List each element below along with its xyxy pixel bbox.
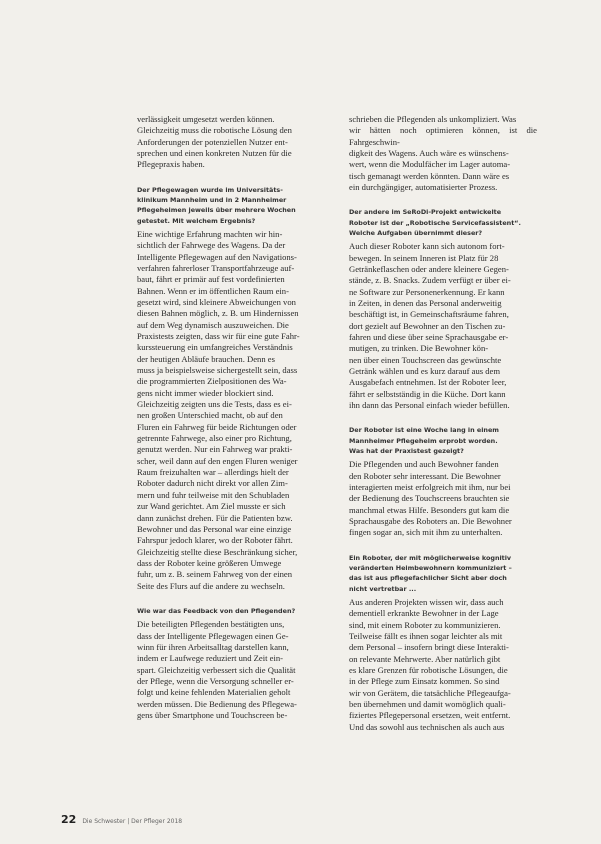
right-intro-paragraph: schrieben die Pflegenden als unkompliziert. Was wir hätten noch optimieren können, ist die Fahrgeschwin- digkeit des Wagens. Auch wäre es wünschens- wert, wenn die Modulfächer im Lager automa- tisch gemanagt werden könnten. Dann wäre es ein durchgängiger, automatisierter Prozess. <box>349 114 537 193</box>
interview-question-4: Der Roboter ist eine Woche lang in einem Mannheimer Pflegeheim erprobt worden. Was hat der Praxistest gezeigt? <box>349 426 499 456</box>
page-number: 22 <box>61 813 77 826</box>
interview-answer-1: Eine wichtige Erfahrung machten wir hin- sichtlich der Fahrwege des Wagens. Da der Intelligente Pflegewagen auf den Navigations- verfahren fahrerloser Transportfahrzeuge auf- baut, fährt er primär auf fest vordefinierten Bahnen. Wenn er im öffentlichen Raum ein- gesetzt wird, sind kleinere Abweichungen von diesen Bahnen möglich, z. B. um Hindernissen auf dem Weg dynamisch auszuweichen. Die Praxistests zeigten, dass wir für eine gute Fahr- kurssteuerung ein umfangreiches Verständnis der heutigen Abläufe brauchen. Denn es muss ja beispielsweise sichergestellt sein, dass die programmierten Zielpositionen des Wa- gens nicht immer wieder blockiert sind. Gleichzeitig zeigten uns die Tests, dass es ei- nen großen Unterschied macht, ob auf den Fluren ein Fahrweg für beide Richtungen oder getrennte Fahrwege, also einer pro Richtung, genutzt werden. Nur ein Fahrweg war prakti- scher, weil dann auf den engen Fluren weniger Raum freizuhalten war – allerdings hielt der Roboter dadurch nicht direkt vor allen Zim- mern und fuhr teilweise mit den Schubladen zur Wand gerichtet. Am Ziel musste er sich dann zunächst drehen. Für die Patienten bzw. Bewohner und das Personal war eine einzige Fahrspur jedoch klarer, wo der Roboter fährt. Gleichzeitig stellte diese Beschränkung sicher, dass der Roboter keine größeren Umwege fuhr, um z. B. seinem Fahrweg von der einen Seite des Flurs auf die andere zu wechseln. <box>137 228 300 591</box>
interview-answer-2: Die beteiligten Pflegenden bestätigten uns, dass der Intelligente Pflegewagen einen Ge- winn für ihren Arbeitsalltag darstellen kann, indem er Laufwege reduziert und Zeit ein- spart. Gleichzeitig verbessert sich die Qualität der Pflege, wenn die Versorgung schneller er- folgt und keine fehlenden Materialien geholt werden müssen. Die Bedienung des Pflegewa- gens über Smartphone und Touchscreen be- <box>137 619 297 720</box>
publication-name: Die Schwester | Der Pfleger 2018 <box>82 818 183 825</box>
interview-answer-5: Aus anderen Projekten wissen wir, dass auch dementiell erkrankte Bewohner in der Lage sind, mit einem Roboter zu kommunizieren. Teilweise fällt es ihnen sogar leichter als mit dem Personal – insofern bringt diese Interakti- on relevante Mehrwerte. Aber natürlich gibt es klare Grenzen für robotische Lösungen, die in der Pflege zum Einsatz kommen. So sind wir von Gerätem, die tatsächliche Pflegeaufga- ben übernehmen und damit womöglich quali- fiziertes Pflegepersonal ersetzen, weit entfernt. Und das sowohl aus technischen als auch aus <box>349 596 511 732</box>
left-column <box>137 114 325 721</box>
left-intro-paragraph: verlässigkeit umgesetzt werden können. Gleichzeitig muss die robotische Lösung den Anforderungen der potenziellen Nutzer ent- sprechen und einen konkreten Nutzen für die Pflegepraxis haben. <box>137 114 292 170</box>
interview-question-3: Der andere im SeRoDi-Projekt entwickelte Roboter ist der „Robotische Servicefassistent“. Welche Aufgaben übernimmt dieser? <box>349 208 521 237</box>
right-column <box>349 114 537 733</box>
interview-question-1: Der Pflegewagen wurde im Universitäts- klinikum Mannheim und in 2 Mannheimer Pflegeheimen jeweils über mehrere Wochen getestet. Mit welchem Ergebnis? <box>137 185 296 225</box>
interview-question-5: Ein Roboter, der mit möglicherweise kognitiv veränderten Heimbewohnern kommuniziert – das ist aus pflegefachlicher Sicht aber doch nicht vertretbar ... <box>349 553 512 593</box>
interview-question-2: Wie war das Feedback von den Pflegenden? <box>137 606 296 615</box>
page-footer <box>61 813 182 826</box>
interview-answer-4: Die Pflegenden und auch Bewohner fanden den Roboter sehr interessant. Die Bewohner interagierten meist erfolgreich mit ihm, nur bei der Bedienung des Touchscreens brauchten sie manchmal etwas Hilfe. Besonders gut kam die Sprachausgabe des Roboters an. Die Bewohner fingen sogar an, sich mit ihm zu unterhalten. <box>349 459 512 538</box>
interview-answer-3: Auch dieser Roboter kann sich autonom fort- bewegen. In seinem Inneren ist Platz für 28 Getränkeflaschen oder andere kleinere Gegen- stände, z. B. Snacks. Zudem verfügt er über ei- ne Software zur Personenerkennung. Er kann in Zeiten, in denen das Personal anderweitig beschäftigt ist, in Gemeinschaftsräume fahren, dort gezielt auf Bewohner an den Tischen zu- fahren und diese über seine Sprachausgabe er- mutigen, zu trinken. Die Bewohner kön- nen über einen Touchscreen das gewünschte Getränk wählen und es kurz darauf aus dem Ausgabefach entnehmen. Ist der Roboter leer, fährt er selbstständig in die Küche. Dort kann ihn dann das Personal einfach wieder befüllen. <box>349 241 511 411</box>
